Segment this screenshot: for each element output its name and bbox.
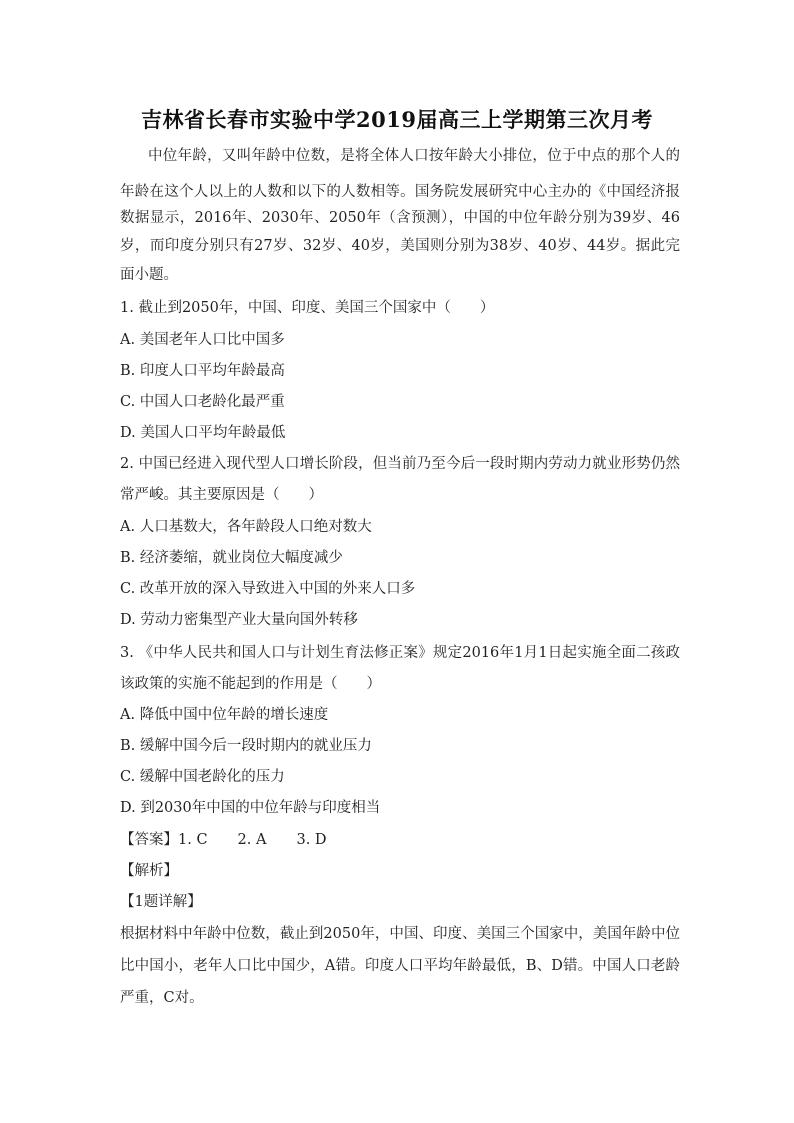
material-line: 面小题。 bbox=[120, 267, 178, 283]
question-option: A. 人口基数大，各年龄段人口绝对数大 bbox=[120, 519, 372, 535]
question-stem: 2. 中国已经进入现代型人口增长阶段，但当前乃至今后一段时期内劳动力就业形势仍然 bbox=[120, 456, 680, 472]
material-line: 岁，而印度分别只有27岁、32岁、40岁，美国则分别为38岁、40岁、44岁。据此完 bbox=[120, 238, 680, 254]
question-option: C. 缓解中国老龄化的压力 bbox=[120, 769, 285, 785]
answer-item: 3. D bbox=[296, 832, 327, 848]
question-stem: 常严峻。其主要原因是（ ） bbox=[120, 487, 323, 503]
answer-label: 【答案】 bbox=[120, 832, 178, 848]
detail-label: 【1题详解】 bbox=[120, 894, 202, 910]
detail-line: 严重，C对。 bbox=[120, 990, 204, 1006]
analysis-label: 【解析】 bbox=[120, 863, 178, 879]
question-option: B. 经济萎缩，就业岗位大幅度减少 bbox=[120, 550, 343, 566]
question-option: C. 中国人口老龄化最严重 bbox=[120, 394, 285, 410]
question-option: C. 改革开放的深入导致进入中国的外来人口多 bbox=[120, 581, 416, 597]
detail-line: 比中国小，老年人口比中国少，A错。印度人口平均年龄最低，B、D错。中国人口老龄 bbox=[120, 958, 680, 974]
question-option: D. 到2030年中国的中位年龄与印度相当 bbox=[120, 800, 381, 816]
material-line: 中位年龄，又叫年龄中位数，是将全体人口按年龄大小排位，位于中点的那个人的 bbox=[148, 148, 680, 164]
question-stem: 3. 《中华人民共和国人口与计划生育法修正案》规定2016年1月1日起实施全面二孩政 bbox=[120, 645, 680, 661]
detail-line: 根据材料中年龄中位数，截止到2050年，中国、印度、美国三个国家中，美国年龄中位 bbox=[120, 926, 680, 942]
document-title: 吉林省长春市实验中学2019届高三上学期第三次月考 bbox=[141, 107, 653, 132]
answer-item: 1. C bbox=[178, 832, 208, 848]
question-stem: 该政策的实施不能起到的作用是（ ） bbox=[120, 676, 381, 692]
question-option: A. 美国老年人口比中国多 bbox=[120, 332, 285, 348]
question-stem: 1. 截止到2050年，中国、印度、美国三个国家中（ ） bbox=[120, 300, 495, 316]
material-line: 数据显示，2016年、2030年、2050年（含预测），中国的中位年龄分别为39岁、46 bbox=[120, 210, 680, 226]
question-option: B. 缓解中国今后一段时期内的就业压力 bbox=[120, 738, 372, 754]
answer-row bbox=[120, 830, 680, 850]
question-option: B. 印度人口平均年龄最高 bbox=[120, 363, 285, 379]
question-option: D. 美国人口平均年龄最低 bbox=[120, 425, 286, 441]
answer-item: 2. A bbox=[237, 832, 267, 848]
question-option: A. 降低中国中位年龄的增长速度 bbox=[120, 707, 329, 723]
material-line: 年龄在这个人以上的人数和以下的人数相等。国务院发展研究中心主办的《中国经济报 bbox=[120, 184, 680, 200]
question-option: D. 劳动力密集型产业大量向国外转移 bbox=[120, 612, 358, 628]
